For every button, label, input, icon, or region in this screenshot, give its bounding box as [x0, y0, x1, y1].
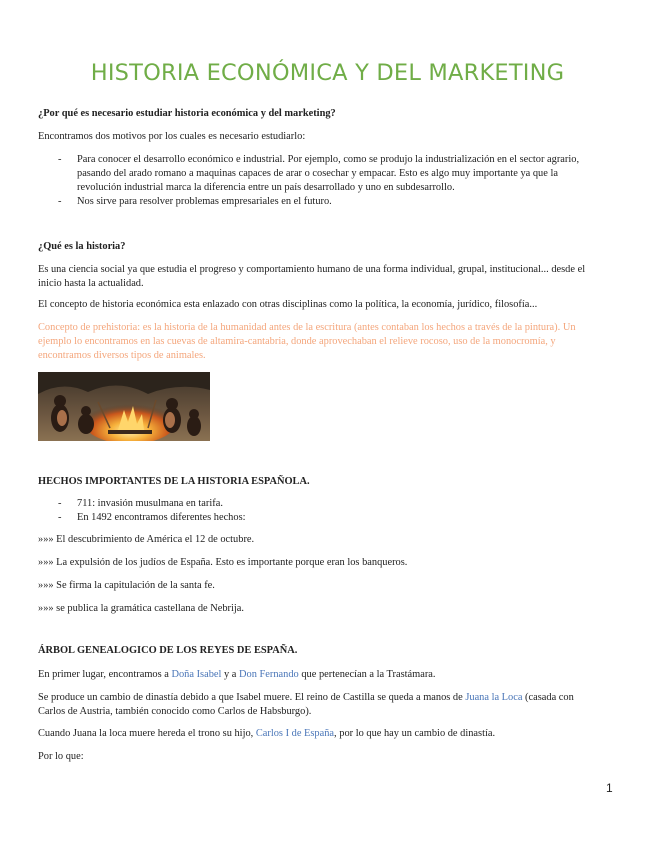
text-run: que pertenecían a la Trastámara. [298, 669, 436, 680]
link-don-fernando[interactable]: Don Fernando [239, 669, 299, 680]
link-dona-isabel[interactable]: Doña Isabel [171, 669, 222, 680]
link-juana-la-loca[interactable]: Juana la Loca [465, 692, 523, 703]
document-title: HISTORIA ECONÓMICA Y DEL MARKETING [90, 60, 565, 86]
paragraph-carlos-i [38, 727, 598, 741]
text-run: , por lo que hay un cambio de dinastía. [334, 728, 496, 739]
paragraph-history-definition: Es una ciencia social ya que estudia el progreso y comportamiento humano de una forma individual, grupal, institucional... desde el inicio hasta la actualidad. [38, 264, 586, 289]
events-list [38, 497, 598, 525]
paragraph-economic-history: El concepto de historia económica esta enlazado con otras disciplinas como la política, la economía, jurídico, filosofía... [38, 299, 538, 310]
paragraph-prehistory: Concepto de prehistoria: es la historia de la humanidad antes de la escritura (antes contaban los hechos a través de la pintura). Un ejemplo lo encontramos en las cuevas de altamira-cantabria, donde aprovechaban el relieve rocoso, uso de la monocromía, y encontramos diversos tipos de animales. [38, 322, 576, 361]
paragraph-catholic-monarchs [38, 668, 598, 682]
text-run: (casada con Carlos de Austria, también conocido como Carlos de Habsburgo). [38, 692, 574, 717]
event-line: »»» Se firma la capitulación de la santa fe. [38, 580, 215, 591]
section-heading-family-tree: ÁRBOL GENEALOGICO DE LOS REYES DE ESPAÑA. [38, 645, 298, 656]
event-line: »»» El descubrimiento de América el 12 de octubre. [38, 534, 255, 545]
text-run: En primer lugar, encontramos a [38, 669, 172, 680]
paragraph-dynasty-change [38, 691, 598, 719]
prehistoric-cave-illustration [38, 372, 210, 441]
text-run: y a [221, 669, 239, 680]
list-item: - 711: invasión musulmana en tarifa. [38, 497, 598, 511]
section-intro: Encontramos dos motivos por los cuales es necesario estudiarlo: [38, 131, 306, 142]
text-run: Cuando Juana la loca muere hereda el trono su hijo, [38, 728, 256, 739]
section-heading-spanish-history: HECHOS IMPORTANTES DE LA HISTORIA ESPAÑOLA. [38, 476, 310, 487]
event-line: »»» se publica la gramática castellana de Nebrija. [38, 603, 244, 614]
link-carlos-i[interactable]: Carlos I de España [255, 728, 335, 739]
text-run: Se produce un cambio de dinastía debido a que Isabel muere. El reino de Castilla se queda a manos de [38, 692, 466, 703]
reasons-list [38, 153, 598, 209]
list-item: - Nos sirve para resolver problemas empresariales en el futuro. [38, 195, 598, 209]
paragraph-por-lo-que: Por lo que: [38, 751, 84, 762]
list-item: - Para conocer el desarrollo económico e industrial. Por ejemplo, como se produjo la industrialización en el sector agrario, pasando del arado romano a maquinas capaces de arar o cosechar y empacar. Esto es algo muy importante ya que la revolución industrial marca la diferencia entre un país desarrollado y uno en subdesarrollo. [38, 153, 598, 195]
page-number: 1 [606, 781, 613, 795]
list-item: - En 1492 encontramos diferentes hechos: [38, 511, 598, 525]
event-line: »»» La expulsión de los judíos de España. Esto es importante porque eran los banqueros. [38, 557, 408, 568]
section-heading-what-is-history: ¿Qué es la historia? [38, 241, 126, 252]
section-heading-why-study: ¿Por qué es necesario estudiar historia económica y del marketing? [38, 108, 336, 119]
